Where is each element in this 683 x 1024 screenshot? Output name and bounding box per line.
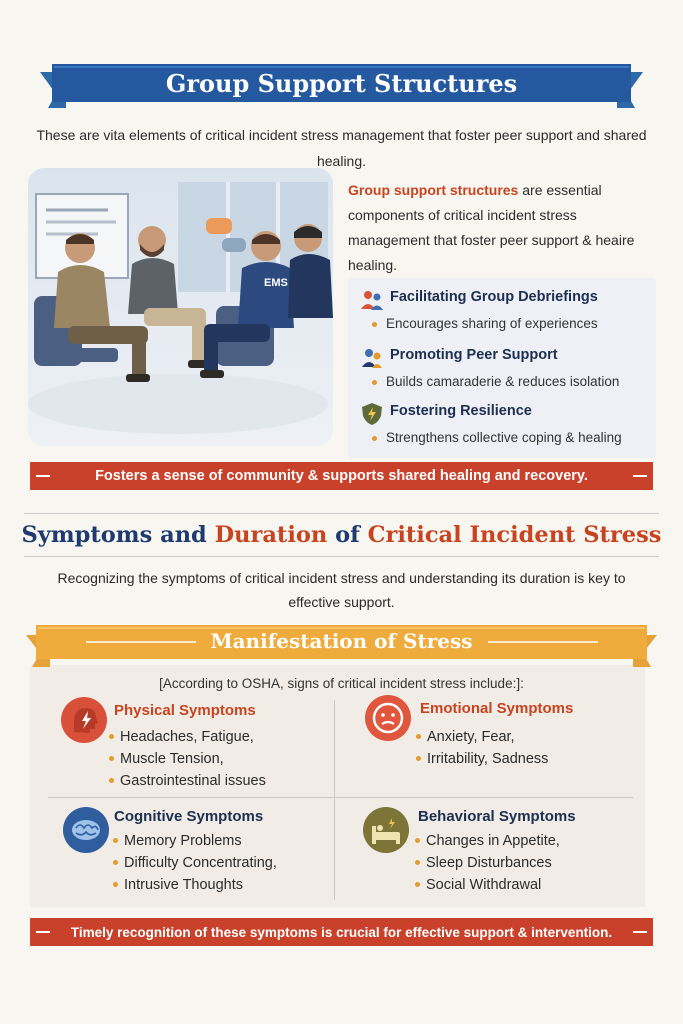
group-support-lead	[348, 178, 658, 278]
symptom-list	[120, 726, 266, 792]
category-title: Behavioral Symptoms	[418, 808, 576, 825]
symptom-item: Gastrointestinal issues	[120, 770, 266, 792]
symptom-item: Sleep Disturbances	[426, 852, 560, 874]
brain-icon	[62, 806, 110, 854]
symptom-item: Social Withdrawal	[426, 874, 560, 896]
symptom-item: Changes in Appetite,	[426, 830, 560, 852]
title-part: Duration	[214, 522, 328, 548]
page-title: Group Support Structures	[165, 68, 518, 98]
sad-face-icon	[364, 694, 412, 742]
section-title	[0, 522, 683, 548]
manifestation-title: Manifestation of Stress	[210, 629, 473, 653]
osha-note: [According to OSHA, signs of critical incident stress include:]:	[159, 676, 524, 691]
lead-highlight: Group support structures	[348, 182, 519, 198]
symptom-item: Difficulty Concentrating,	[124, 852, 277, 874]
symptoms-intro: Recognizing the symptoms of critical incident stress and understanding its duration is key to effective support.	[57, 570, 626, 610]
bed-icon	[362, 806, 410, 854]
lead-text: are essential components of critical incident stress management that foster peer support & heaire healing.	[348, 182, 635, 273]
symptom-item: Memory Problems	[124, 830, 277, 852]
shield-bolt-icon	[360, 402, 384, 426]
symptom-item: Headaches, Fatigue,	[120, 726, 266, 748]
feature-title: Promoting Peer Support	[390, 347, 558, 363]
feature-detail: Builds camaraderie & reduces isolation	[386, 374, 620, 389]
head-bolt-icon	[60, 696, 108, 744]
peer-support-icon	[360, 346, 384, 370]
group-icon	[360, 288, 384, 312]
recognition-banner: Timely recognition of these symptoms is crucial for effective support & intervention.	[30, 918, 653, 946]
community-banner: Fosters a sense of community & supports shared healing and recovery.	[30, 462, 653, 490]
symptom-item: Intrusive Thoughts	[124, 874, 277, 896]
symptom-list	[427, 726, 548, 770]
section-divider-bottom	[24, 556, 659, 557]
symptom-item: Muscle Tension,	[120, 748, 266, 770]
category-title: Cognitive Symptoms	[114, 808, 264, 825]
category-title: Physical Symptoms	[114, 702, 256, 719]
ems-vest-label: EMS	[264, 277, 288, 289]
title-ribbon	[40, 64, 643, 108]
feature-detail: Strengthens collective coping & healing	[386, 430, 622, 445]
quad-divider-horizontal	[48, 797, 633, 798]
feature-title: Facilitating Group Debriefings	[390, 289, 598, 305]
manifestation-ribbon	[26, 625, 657, 671]
title-part: Symptoms and	[21, 522, 215, 548]
title-part: of	[327, 522, 368, 548]
feature-detail: Encourages sharing of experiences	[386, 316, 598, 331]
feature-title: Fostering Resilience	[390, 403, 532, 419]
title-part: Critical Incident Stress	[367, 522, 662, 548]
symptom-list	[426, 830, 560, 896]
symptom-item: Anxiety, Fear,	[427, 726, 548, 748]
group-session-illustration	[28, 168, 333, 446]
category-title: Emotional Symptoms	[420, 700, 574, 717]
section-divider-top	[24, 513, 659, 514]
feature-list	[348, 278, 656, 458]
group-support-intro: These are vita elements of critical incident stress management that foster peer support and shared healing.	[36, 127, 647, 169]
quad-divider-vertical	[334, 700, 335, 900]
symptom-item: Irritability, Sadness	[427, 748, 548, 770]
symptom-list	[124, 830, 277, 896]
